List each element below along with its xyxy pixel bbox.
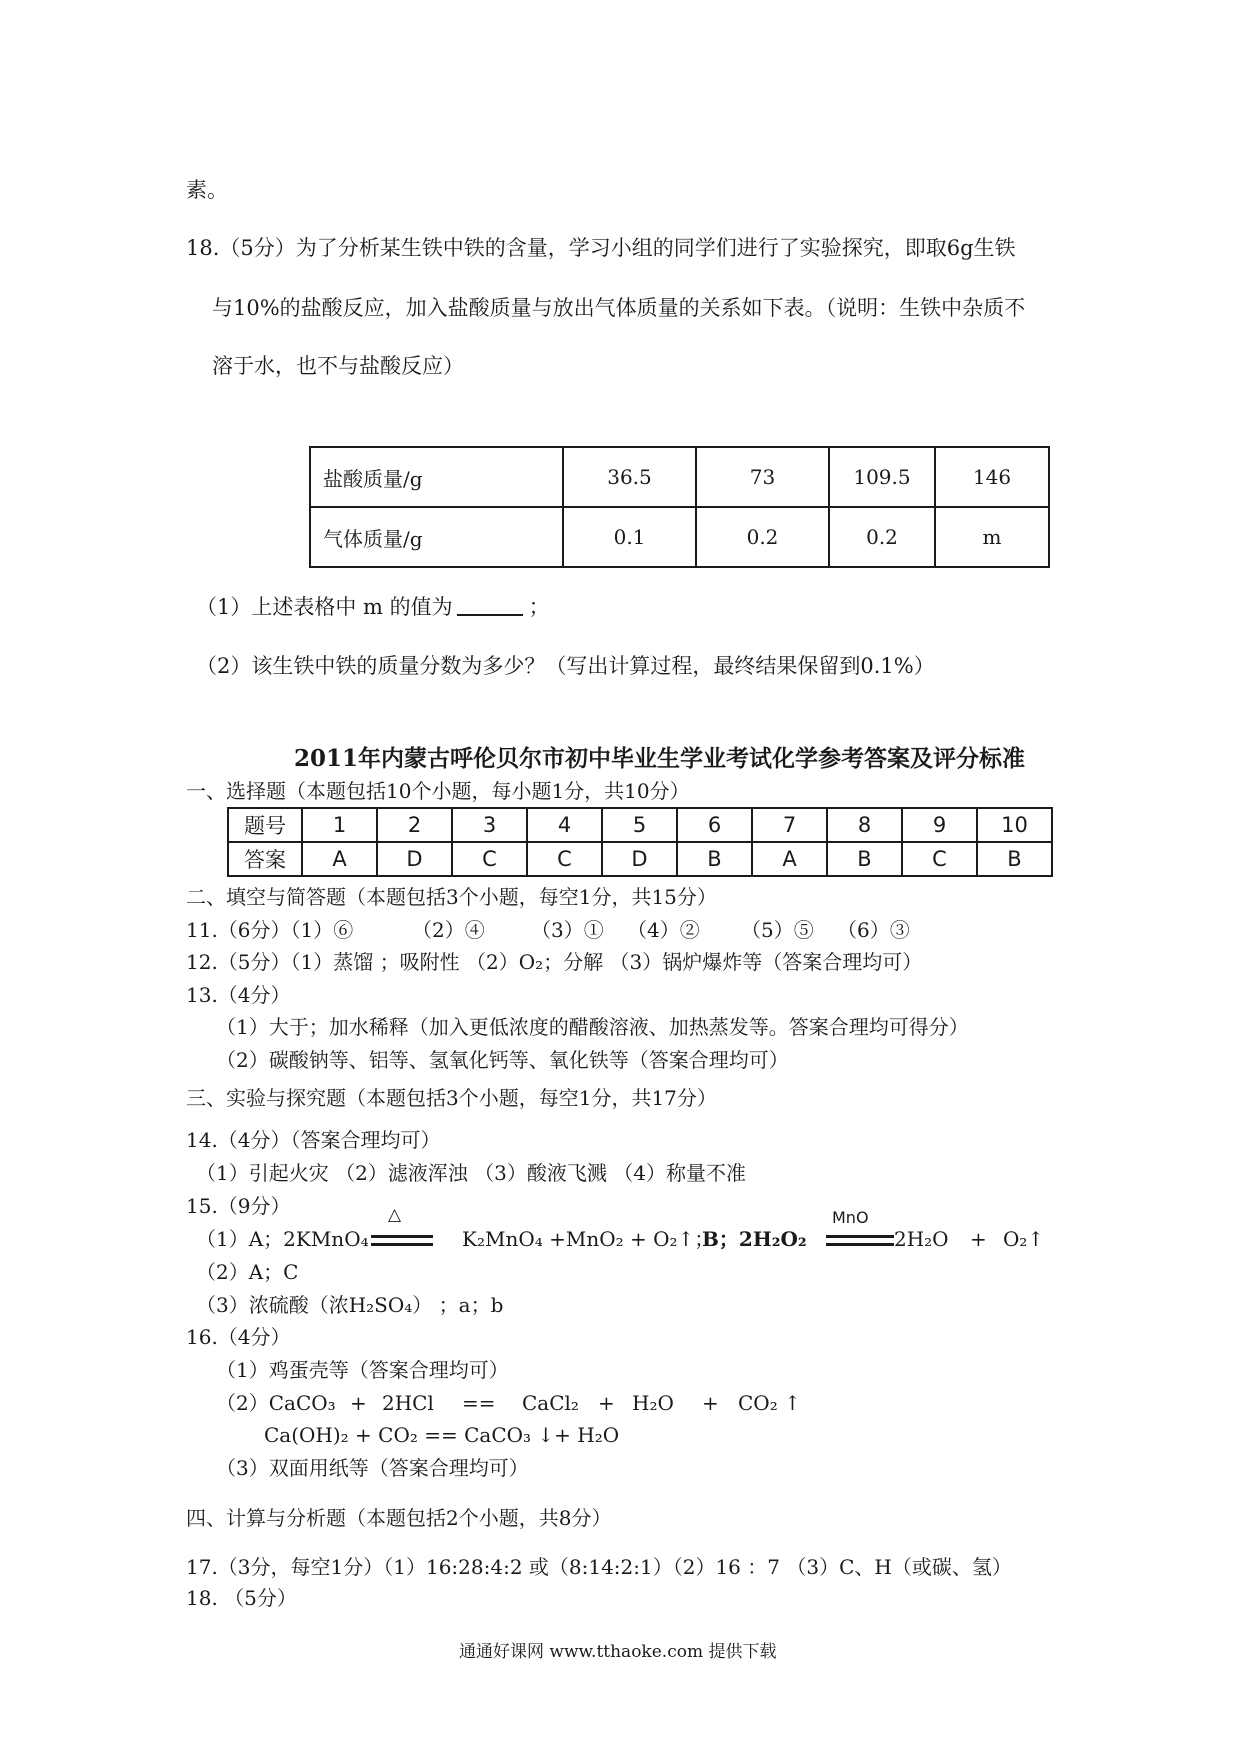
section-2-heading: 二、填空与简答题（本题包括3个小题，每空1分，共15分） xyxy=(186,885,717,909)
question-18-sub-1 xyxy=(196,597,550,618)
table-header-cell: 气体质量/g xyxy=(310,507,563,567)
table-cell: B xyxy=(977,842,1052,876)
answer-16-sub-2-part: CaCl₂ xyxy=(522,1391,579,1415)
answer-16-sub-2-part: H₂O xyxy=(632,1391,674,1415)
table-row xyxy=(310,507,1049,567)
answer-15-sub-1-c: B；2H₂O₂ xyxy=(702,1227,807,1251)
answer-12: 12.（5分）（1）蒸馏 ；吸附性 （2）O₂；分解 （3）锅炉爆炸等（答案合理均可） xyxy=(186,950,923,974)
answer-15-sub-1-b: K₂MnO₄ +MnO₂ + O₂↑； xyxy=(462,1227,715,1251)
answer-16-sub-3: （3）双面用纸等（答案合理均可） xyxy=(216,1456,529,1480)
answer-16-sub-2-part: + xyxy=(702,1391,719,1415)
table-cell: 10 xyxy=(977,808,1052,842)
table-cell: B xyxy=(827,842,902,876)
sub-1-text: （1）上述表格中 m 的值为 xyxy=(196,595,453,619)
table-cell: B xyxy=(677,842,752,876)
answer-11-part: （5）⑤ xyxy=(741,918,814,942)
equation-line-upper xyxy=(371,1235,433,1238)
table-cell: 0.1 xyxy=(563,507,696,567)
answer-13-sub-2: （2）碳酸钠等、铝等、氢氧化钙等、氧化铁等（答案合理均可） xyxy=(216,1048,789,1072)
table-cell: C xyxy=(902,842,977,876)
table-cell: 9 xyxy=(902,808,977,842)
answer-11-head: 11.（6分）（1）⑥ xyxy=(186,918,354,942)
data-table xyxy=(309,446,1050,568)
table-cell: A xyxy=(302,842,377,876)
answer-11-part: （6）③ xyxy=(837,918,910,942)
table-cell: D xyxy=(377,842,452,876)
table-row xyxy=(310,447,1049,507)
answer-15-sub-1-d: 2H₂O xyxy=(894,1227,949,1251)
table-header-cell: 题号 xyxy=(228,808,302,842)
answer-16-sub-2-second-equation: Ca(OH)₂ + CO₂ == CaCO₃ ↓+ H₂O xyxy=(264,1423,620,1447)
table-cell: m xyxy=(935,507,1049,567)
table-cell: 0.2 xyxy=(829,507,935,567)
table-cell: C xyxy=(452,842,527,876)
answer-15-sub-1-a: （1）A；2KMnO₄ xyxy=(196,1227,369,1251)
table-cell: 5 xyxy=(602,808,677,842)
answer-16-sub-2-part: 2HCl xyxy=(382,1391,434,1415)
table-cell: 73 xyxy=(696,447,829,507)
answer-18-head: 18. （5分） xyxy=(186,1586,297,1610)
table-cell: 3 xyxy=(452,808,527,842)
table-cell: 36.5 xyxy=(563,447,696,507)
answer-15-sub-2: （2）A；C xyxy=(196,1260,299,1284)
table-cell: C xyxy=(527,842,602,876)
question-18-line-3: 溶于水，也不与盐酸反应） xyxy=(212,354,464,378)
plus-sign: + xyxy=(970,1227,987,1251)
answer-13-sub-1: （1）大于；加水稀释（加入更低浓度的醋酸溶液、加热蒸发等。答案合理均可得分） xyxy=(216,1015,969,1039)
table-cell: 4 xyxy=(527,808,602,842)
table-cell: 1 xyxy=(302,808,377,842)
equation-line-lower xyxy=(371,1243,433,1246)
answer-11-part: （2）④ xyxy=(412,918,485,942)
answer-14-sub-1: （1）引起火灾 （2）滤液浑浊 （3）酸液飞溅 （4）称量不准 xyxy=(196,1161,746,1185)
page-footer: 通通好课网 www.tthaoke.com 提供下载 xyxy=(459,1642,777,1662)
answer-15-sub-1-e: O₂↑ xyxy=(1003,1227,1045,1251)
table-cell: A xyxy=(752,842,827,876)
catalyst-label: MnO xyxy=(832,1208,869,1227)
answer-16-sub-2-part: （2）CaCO₃ xyxy=(216,1391,336,1415)
section-3-heading: 三、实验与探究题（本题包括3个小题，每空1分，共17分） xyxy=(186,1086,717,1110)
answer-11-part: （4）② xyxy=(627,918,700,942)
table-cell: 2 xyxy=(377,808,452,842)
sub-1-end: ； xyxy=(528,595,550,619)
answer-16-sub-2-part: + xyxy=(350,1391,367,1415)
table-cell: 109.5 xyxy=(829,447,935,507)
answer-table xyxy=(227,807,1053,877)
section-1-heading: 一、选择题（本题包括10个小题，每小题1分，共10分） xyxy=(186,779,690,803)
answer-16-sub-1: （1）鸡蛋壳等（答案合理均可） xyxy=(216,1358,509,1382)
answer-16-sub-2-part: == xyxy=(462,1391,496,1415)
heat-symbol: △ xyxy=(388,1205,402,1225)
table-cell: D xyxy=(602,842,677,876)
answer-15-sub-3: （3）浓硫酸（浓H₂SO₄） ；a；b xyxy=(196,1293,504,1317)
table-cell: 146 xyxy=(935,447,1049,507)
table-cell: 8 xyxy=(827,808,902,842)
table-cell: 0.2 xyxy=(696,507,829,567)
answer-13-head: 13.（4分） xyxy=(186,983,291,1007)
question-18-sub-2: （2）该生铁中铁的质量分数为多少？（写出计算过程，最终结果保留到0.1%） xyxy=(196,654,935,678)
answer-14-head: 14.（4分）（答案合理均可） xyxy=(186,1128,441,1152)
table-cell: 6 xyxy=(677,808,752,842)
question-18-line-2: 与10%的盐酸反应，加入盐酸质量与放出气体质量的关系如下表。（说明：生铁中杂质不 xyxy=(212,296,1026,320)
equation-line-lower xyxy=(826,1243,894,1246)
answer-11-part: （3）① xyxy=(531,918,604,942)
answer-blank xyxy=(457,598,523,616)
text-fragment: 素。 xyxy=(186,178,228,202)
answer-16-head: 16.（4分） xyxy=(186,1325,291,1349)
table-row xyxy=(228,842,1052,876)
answer-16-sub-2-part: + xyxy=(598,1391,615,1415)
table-row xyxy=(228,808,1052,842)
answer-16-sub-2-part: CO₂ ↑ xyxy=(738,1391,801,1415)
question-18-line-1: 18.（5分）为了分析某生铁中铁的含量，学习小组的同学们进行了实验探究，即取6g生铁 xyxy=(186,236,1016,260)
table-header-cell: 答案 xyxy=(228,842,302,876)
answer-key-title: 2011年内蒙古呼伦贝尔市初中毕业生学业考试化学参考答案及评分标准 xyxy=(294,745,1026,772)
equation-line-upper xyxy=(826,1235,894,1238)
table-cell: 7 xyxy=(752,808,827,842)
answer-17: 17.（3分，每空1分）（1）16:28:4:2 或（8:14:2:1）（2）16 ：7 （3）C、H（或碳、氢） xyxy=(186,1555,1012,1579)
section-4-heading: 四、计算与分析题（本题包括2个小题，共8分） xyxy=(186,1506,612,1530)
answer-15-head: 15.（9分） xyxy=(186,1194,291,1218)
table-header-cell: 盐酸质量/g xyxy=(310,447,563,507)
